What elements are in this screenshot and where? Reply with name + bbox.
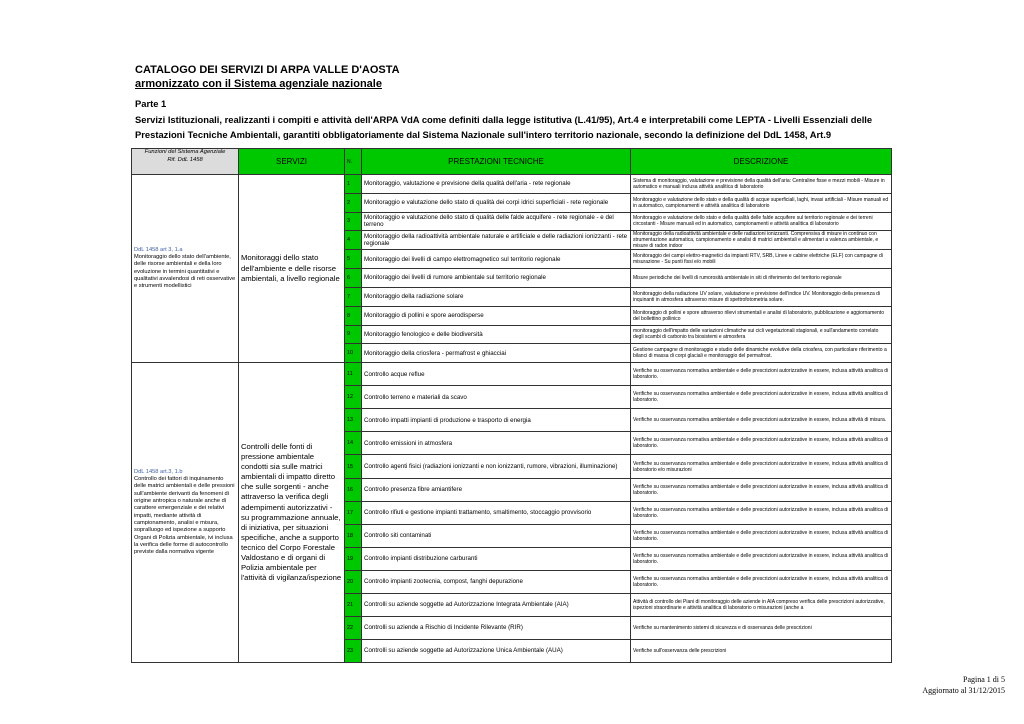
- prestazione-cell: Controlli su aziende soggette ad Autorizzazione Unica Ambientale (AUA): [362, 640, 631, 663]
- document-title: CATALOGO DEI SERVIZI DI ARPA VALLE D'AOSTA: [135, 64, 400, 76]
- descrizione-cell: Verifiche su osservanza normativa ambientale e delle prescrizioni autorizzative in essere, inclusa attività analitica di laboratorio.: [631, 478, 892, 501]
- prestazione-cell: Controllo rifiuti e gestione impianti trattamento, smaltimento, stoccaggio provvisorio: [362, 501, 631, 524]
- service-number: 19: [345, 547, 362, 570]
- prestazione-cell: Monitoraggio della criosfera - permafrost e ghiacciai: [362, 344, 631, 363]
- service-number: 1: [345, 175, 362, 194]
- service-number: 18: [345, 524, 362, 547]
- descrizione-cell: Monitoraggio e valutazione dello stato e della qualità di acque superficiali, laghi, invasi artificiali - Misure manuali ed in automatico, campionamenti e attività analitica di laboratorio: [631, 193, 892, 212]
- descrizione-cell: Verifiche su osservanza normativa ambientale e delle prescrizioni autorizzative in essere, inclusa attività analitica di laboratorio.: [631, 363, 892, 386]
- descrizione-cell: Verifiche su osservanza normativa ambientale e delle prescrizioni autorizzative in essere, inclusa attività analitica di laboratorio.: [631, 547, 892, 570]
- service-number: 12: [345, 386, 362, 409]
- descrizione-cell: Verifiche su osservanza normativa ambientale e delle prescrizioni autorizzative in essere, inclusa attività analitica di laboratorio.: [631, 501, 892, 524]
- function-description: Monitoraggio dello stato dell'ambiente, delle risorse ambientali e della loro evoluzione in termini quantitativi e qualitativi avvalendosi di reti osservative e strumenti modellistici: [134, 253, 236, 290]
- function-cell: [132, 363, 239, 663]
- prestazione-cell: Monitoraggio, valutazione e previsione della qualità dell'aria - rete regionale: [362, 175, 631, 194]
- prestazione-cell: Controllo siti contaminati: [362, 524, 631, 547]
- service-number: 11: [345, 363, 362, 386]
- service-number: 6: [345, 269, 362, 288]
- prestazione-cell: Controllo agenti fisici (radiazioni ionizzanti e non ionizzanti, rumore, vibrazioni, illuminazione): [362, 455, 631, 478]
- service-number: 10: [345, 344, 362, 363]
- prestazione-cell: Monitoraggio dei livelli di campo elettromagnetico sul territorio regionale: [362, 250, 631, 269]
- prestazione-cell: Monitoraggio fenologico e delle biodiversità: [362, 325, 631, 344]
- table-row: [132, 363, 892, 386]
- service-number: 20: [345, 570, 362, 593]
- service-number: 2: [345, 193, 362, 212]
- descrizione-cell: Monitoraggio e valutazione dello stato e della qualità delle falde acquifere sul territorio regionale e dei terreni circostanti - Misure manuali ed in automatico, campionamenti e attività analitica di laboratorio: [631, 212, 892, 231]
- service-number: 16: [345, 478, 362, 501]
- table-row: [132, 175, 892, 194]
- part-heading: Parte 1: [135, 98, 167, 109]
- descrizione-cell: Attività di controllo dei Piani di monitoraggio delle aziende in AIA compreso verifica delle prescrizioni autorizzative, ispezioni straordinarie e attività analitica di laboratorio o misurazioni (anche a: [631, 593, 892, 616]
- prestazione-cell: Monitoraggio della radioattività ambientale naturale e artificiale e delle radiazioni ionizzanti - rete regionale: [362, 231, 631, 250]
- function-cell: [132, 175, 239, 363]
- header-funzioni-line1: Funzioni del Sistema Agenziale: [144, 149, 226, 155]
- service-cell: Monitoraggi dello stato dell'ambiente e delle risorse ambientali, a livello regionale: [239, 175, 345, 363]
- services-catalog-table: [131, 148, 892, 663]
- service-cell: Controlli delle fonti di pressione ambientale condotti sia sulle matrici ambientali di impatto diretto che sulle sorgenti - anche attraverso la verifica degli adempimenti autorizzativi - su programmazione annuale, di iniziativa, per situazioni specifiche, anche a supporto tecnico del Corpo Forestale Valdostano e di organi di Polizia ambientale per l'attività di vigilanza/ispezione: [239, 363, 345, 663]
- prestazione-cell: Controlli su aziende a Rischio di Incidente Rilevante (RIR): [362, 617, 631, 640]
- service-number: 23: [345, 640, 362, 663]
- service-number: 21: [345, 593, 362, 616]
- service-number: 22: [345, 617, 362, 640]
- prestazione-cell: Controllo acque reflue: [362, 363, 631, 386]
- prestazione-cell: Controlli su aziende soggette ad Autorizzazione Integrata Ambientale (AIA): [362, 593, 631, 616]
- header-servizi: SERVIZI: [239, 149, 345, 175]
- descrizione-cell: Monitoraggio di pollini e spore attraverso rilievi strumentali e analisi di laboratorio, pubblicazione e aggiornamento del bollettino pollinico: [631, 306, 892, 325]
- table-body: [132, 175, 892, 663]
- descrizione-cell: Gestione campagne di monitoraggio e studio delle dinamiche evolutive della criosfera, con particolare riferimento a bilanci di massa di corpi glaciali e monitoraggio del permafrost.: [631, 344, 892, 363]
- service-number: 14: [345, 432, 362, 455]
- table-header-row: [132, 149, 892, 175]
- service-number: 8: [345, 306, 362, 325]
- prestazione-cell: Controllo terreno e materiali da scavo: [362, 386, 631, 409]
- descrizione-cell: Misure periodiche dei livelli di rumorosità ambientale in siti di riferimento del territorio regionale: [631, 269, 892, 288]
- prestazione-cell: Controllo impianti zootecnia, compost, fanghi depurazione: [362, 570, 631, 593]
- prestazione-cell: Controllo impatti impianti di produzione e trasporto di energia: [362, 409, 631, 432]
- header-funzioni: [132, 149, 239, 175]
- descrizione-cell: Verifiche sull'osservanza delle prescrizioni: [631, 640, 892, 663]
- prestazione-cell: Monitoraggio dei livelli di rumore ambientale sul territorio regionale: [362, 269, 631, 288]
- prestazione-cell: Controllo impianti distribuzione carburanti: [362, 547, 631, 570]
- service-number: 5: [345, 250, 362, 269]
- descrizione-cell: Verifiche su osservanza normativa ambientale e delle prescrizioni autorizzative in essere, inclusa attività analitica di laboratorio.: [631, 570, 892, 593]
- descrizione-cell: Sistema di monitoraggio, valutazione e previsione della qualità dell'aria: Centraline fisse e mezzi mobili - Misure in automatico e manuali inclusa attività analitica di laboratorio: [631, 175, 892, 194]
- descrizione-cell: Monitoraggio della radiazione UV solare, valutazione e previsione dell'indice UV. Monitoraggio della presenza di inquinanti in atmosfera attraverso misure di spettrofotometria solare.: [631, 287, 892, 306]
- descrizione-cell: Verifiche su osservanza normativa ambientale e delle prescrizioni autorizzative in essere, inclusa attività analitica di laboratorio.: [631, 524, 892, 547]
- service-number: 9: [345, 325, 362, 344]
- descrizione-cell: Verifiche su osservanza normativa ambientale e delle prescrizioni autorizzative in essere, inclusa attività analitica di laboratorio e/o misurazioni: [631, 455, 892, 478]
- descrizione-cell: monitoraggio dell'impatto delle variazioni climatiche sui cicli vegetazionali stagionali, e sull'andamento correlato degli scambi di carbonio tra biosistemi e atmosfera: [631, 325, 892, 344]
- intro-paragraph: Servizi Istituzionali, realizzanti i compiti e attività dell'ARPA VdA come definiti dalla legge istitutiva (L.41/95), Art.4 e interpretabili come LEPTA - Livelli Essenziali delle Prestazioni Tecniche Ambientali, garantiti obbligatoriamente dal Sistema Nazionale sull'intero territorio nazionale, secondo la definizione del DdL 1458, Art.9: [135, 114, 873, 140]
- update-date: Aggiornato al 31/12/2015: [922, 686, 1005, 695]
- page-footer: [922, 674, 1005, 696]
- prestazione-cell: Controllo emissioni in atmosfera: [362, 432, 631, 455]
- prestazione-cell: Controllo presenza fibre amiantifere: [362, 478, 631, 501]
- service-number: 17: [345, 501, 362, 524]
- prestazione-cell: Monitoraggio e valutazione dello stato di qualità dei corpi idrici superficiali - rete regionale: [362, 193, 631, 212]
- document-subtitle: armonizzato con il Sistema agenziale nazionale: [135, 78, 382, 90]
- header-funzioni-line2: Rif. DdL 1458: [167, 156, 203, 163]
- descrizione-cell: Monitoraggio della radioattività ambientale e delle radiazioni ionizzanti. Comprensiva di misure in continuo con strumentazione automatica, campionamento e analisi di matrici ambientali e alimentari a valenza ambientale, e misure di radon indoor: [631, 231, 892, 250]
- service-number: 7: [345, 287, 362, 306]
- descrizione-cell: Verifiche su osservanza normativa ambientale e delle prescrizioni autorizzative in essere, inclusa attività di misura.: [631, 409, 892, 432]
- descrizione-cell: Verifiche su osservanza normativa ambientale e delle prescrizioni autorizzative in essere, inclusa attività analitica di laboratorio.: [631, 432, 892, 455]
- service-number: 13: [345, 409, 362, 432]
- function-reference: DdL 1458 art 3, 1.a: [134, 246, 183, 253]
- descrizione-cell: Verifiche su osservanza normativa ambientale e delle prescrizioni autorizzative in essere, inclusa attività analitica di laboratorio.: [631, 386, 892, 409]
- prestazione-cell: Monitoraggio della radiazione solare: [362, 287, 631, 306]
- header-descrizione: DESCRIZIONE: [631, 149, 892, 175]
- header-prestazioni: PRESTAZIONI TECNICHE: [362, 149, 631, 175]
- descrizione-cell: Verifiche su mantenimento sistemi di sicurezza e di osservanza delle prescrizioni: [631, 617, 892, 640]
- service-number: 15: [345, 455, 362, 478]
- service-number: 3: [345, 212, 362, 231]
- page-number: Pagina 1 di 5: [963, 675, 1005, 684]
- function-description: Controllo dei fattori di inquinamento delle matrici ambientali e delle pressioni sull'ambiente derivanti da fenomeni di origine antropica o naturale anche di carattere emergenziale e dei relativi impatti, mediante attività di campionamento, analisi e misura, sopralluogo ed ispezione a supporto Organi di Polizia ambientale, ivi inclusa la verifica delle forme di autocontrollo previste dalla normativa vigente: [134, 476, 235, 556]
- descrizione-cell: Monitoraggio dei campi elettro-magnetici da impianti RTV, SRB, Linee e cabine elettriche (ELF) con campagne di misurazione - Su punti fissi e/o mobili: [631, 250, 892, 269]
- service-number: 4: [345, 231, 362, 250]
- prestazione-cell: Monitoraggio e valutazione dello stato di qualità delle falde acquifere - rete regionale - e del terreno: [362, 212, 631, 231]
- header-number: N.: [345, 149, 362, 175]
- function-reference: DdL 1458 art.3, 1.b: [134, 468, 183, 475]
- prestazione-cell: Monitoraggio di pollini e spore aerodisperse: [362, 306, 631, 325]
